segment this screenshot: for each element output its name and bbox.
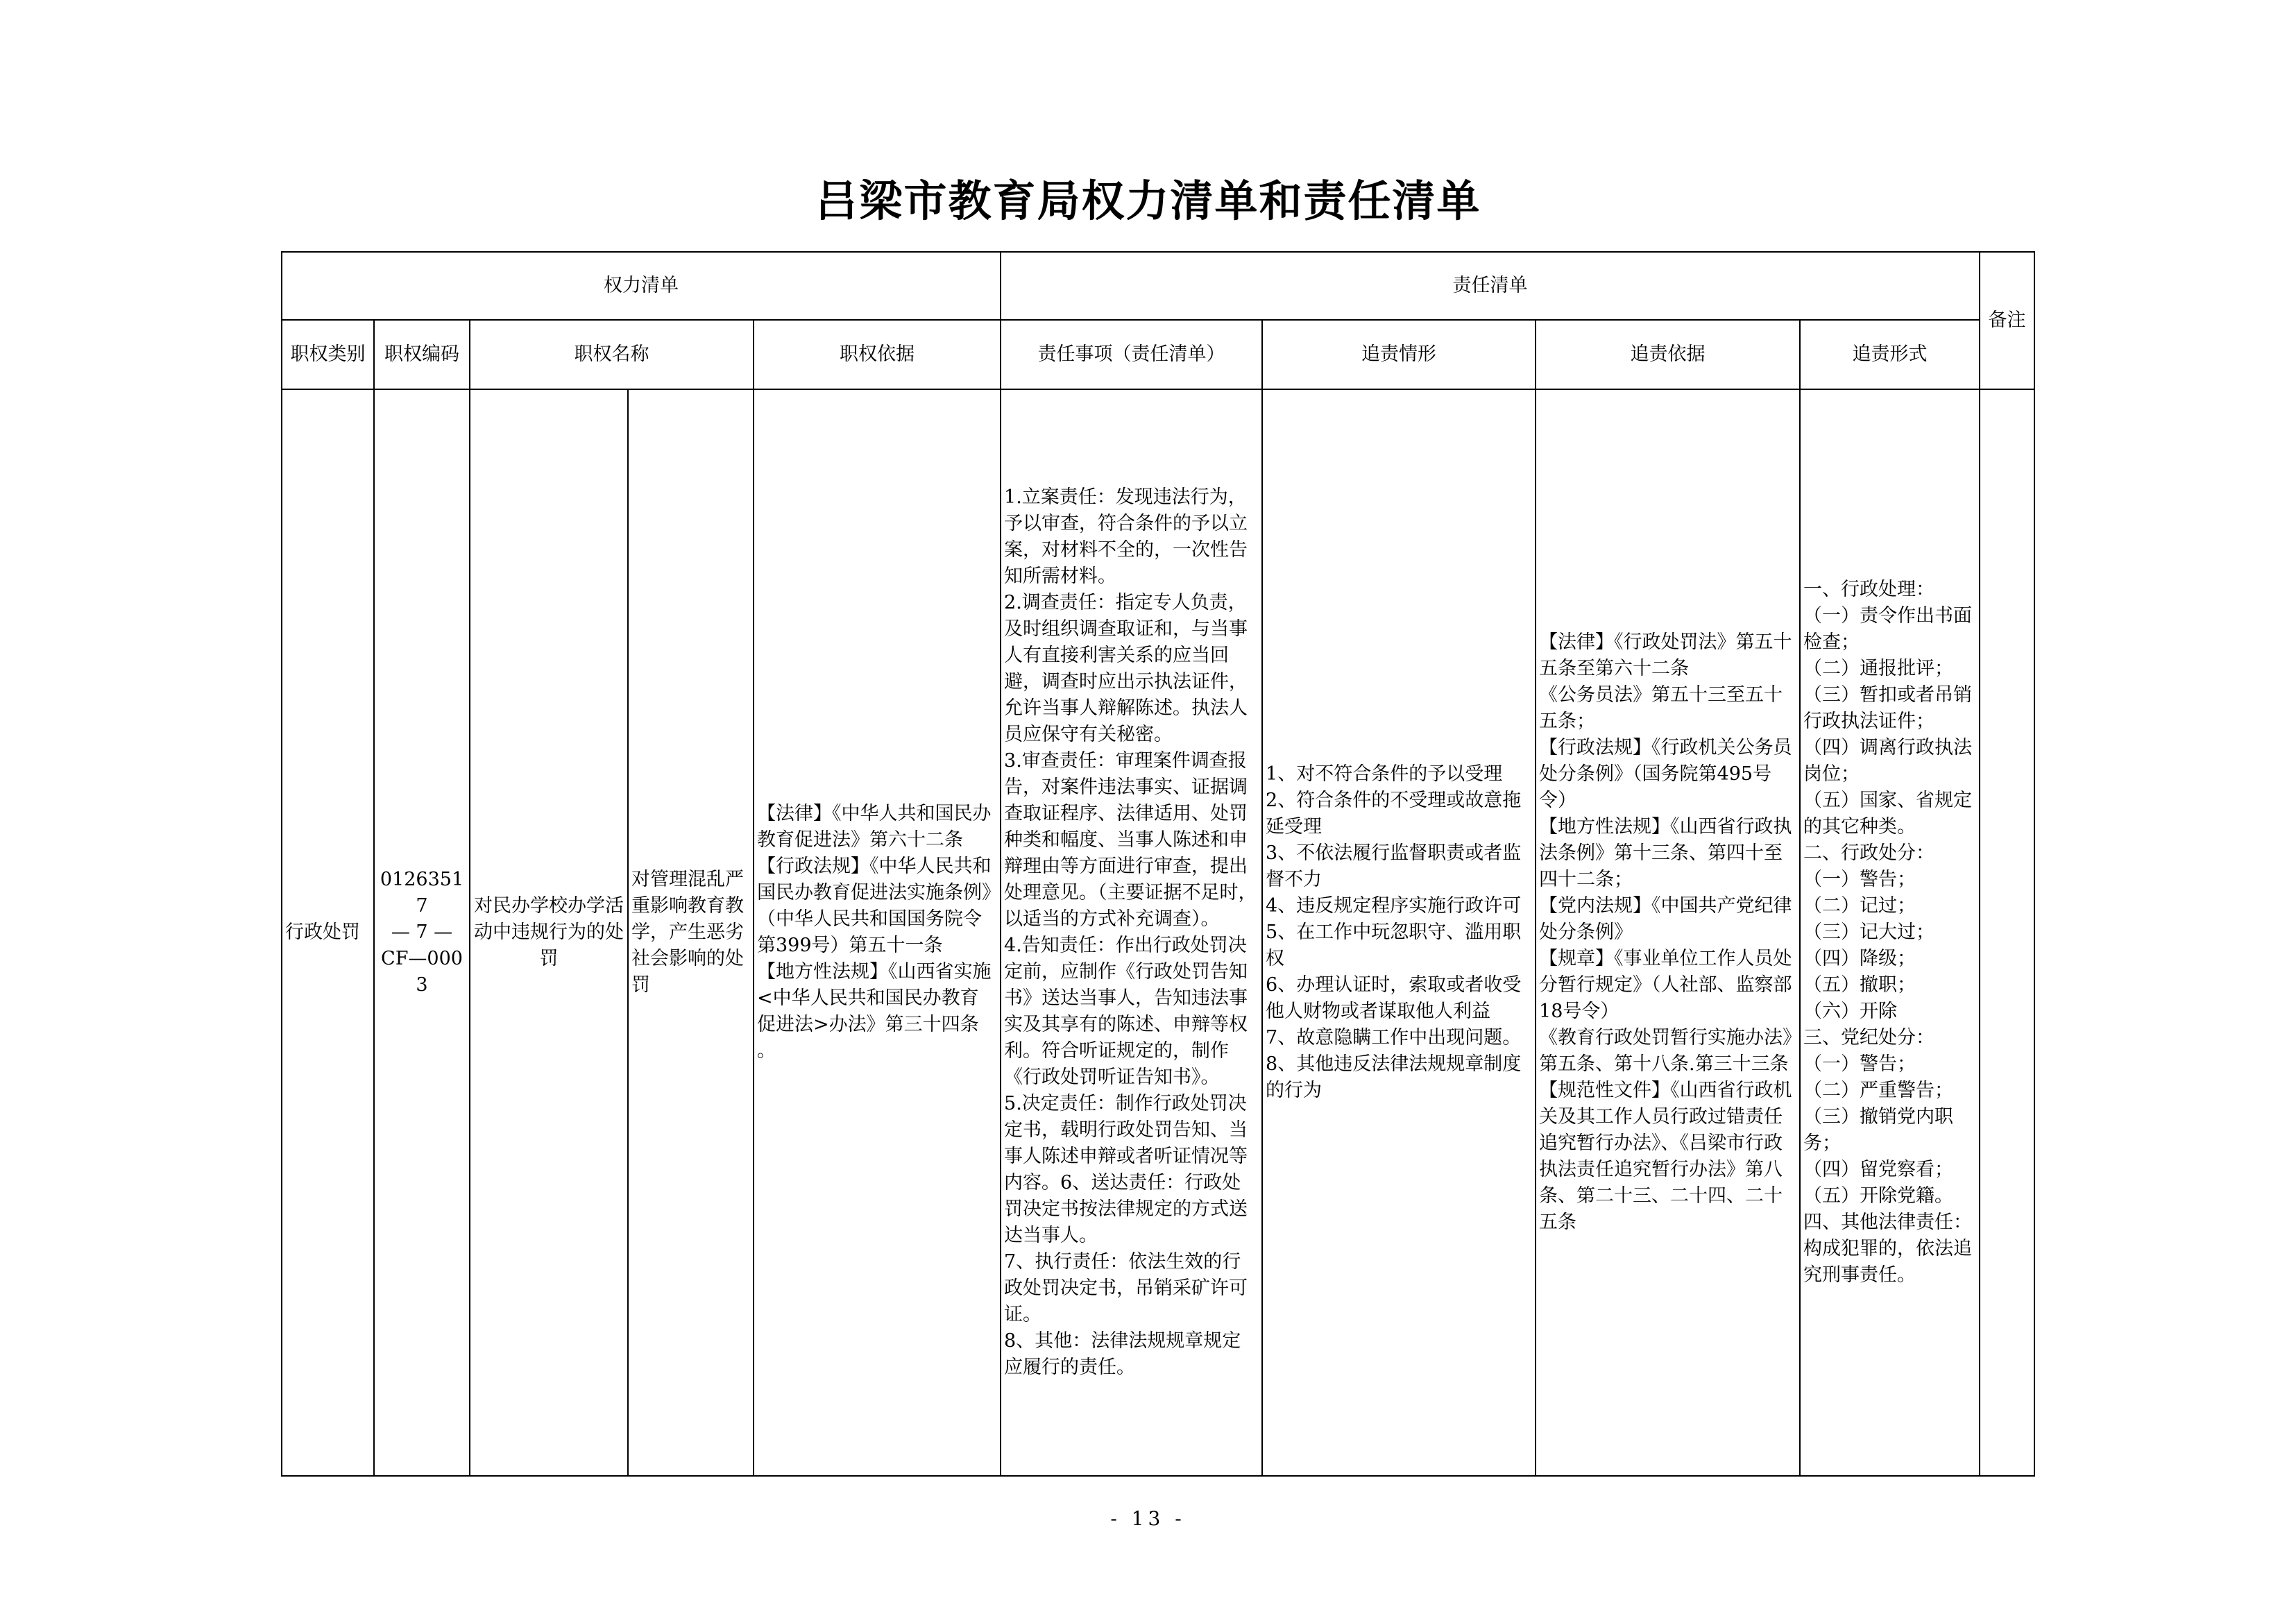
page-number: - 13 - — [1110, 1507, 1186, 1530]
category-cell: 行政处罚 — [282, 389, 374, 1476]
code-cell: 01263517 — 7 — CF—0003 — [374, 389, 470, 1476]
col-header-name: 职权名称 — [470, 320, 754, 389]
responsibility-list-header: 责任清单 — [1001, 252, 1980, 320]
accountability-cases-cell: 1、对不符合条件的予以受理 2、符合条件的不受理或故意拖延受理 3、不依法履行监督职责或者监督不力 4、违反规定程序实施行政许可 5、在工作中玩忽职守、滥用职权 6、办理认证时，索取或者收受他人财物或者谋取他人利益 7、故意隐瞒工作中出现问题。 8、其他违反法律法规规章制度的行为 — [1262, 389, 1536, 1476]
power-list-header: 权力清单 — [282, 252, 1001, 320]
col-header-responsibility: 责任事项（责任清单） — [1001, 320, 1262, 389]
power-responsibility-table — [281, 251, 2035, 1477]
responsibility-cell: 1.立案责任：发现违法行为，予以审查，符合条件的予以立案，对材料不全的，一次性告知所需材料。 2.调查责任：指定专人负责，及时组织调查取证和，与当事人有直接利害关系的应当回避，调查时应出示执法证件，允许当事人辩解陈述。执法人员应保守有关秘密。 3.审查责任：审理案件调查报告，对案件违法事实、证据调查取证程序、法律适用、处罚种类和幅度、当事人陈述和申辩理由等方面进行审查，提出处理意见。（主要证据不足时，以适当的方式补充调查）。 4.告知责任：作出行政处罚决定前，应制作《行政处罚告知书》送达当事人，告知违法事实及其享有的陈述、申辩等权利。符合听证规定的，制作《行政处罚听证告知书》。 5.决定责任：制作行政处罚决定书，载明行政处罚告知、当事人陈述申辩或者听证情况等内容。6、送达责任：行政处罚决定书按法律规定的方式送达当事人。 7、执行责任：依法生效的行政处罚决定书，吊销采矿许可证。 8、其他：法律法规规章规定应履行的责任。 — [1001, 389, 1262, 1476]
col-header-accountability-form: 追责形式 — [1800, 320, 1980, 389]
remarks-header: 备注 — [1980, 252, 2034, 389]
basis-cell: 【法律】《中华人共和国民办教育促进法》第六十二条 【行政法规】《中华人民共和国民办教育促进法实施条例》（中华人民共和国国务院令第399号）第五十一条 【地方性法规】《山西省实施<中华人民共和国民办教育促进法>办法》第三十四条 。 — [754, 389, 1001, 1476]
col-header-accountability-cases: 追责情形 — [1262, 320, 1536, 389]
table-row — [282, 389, 2034, 1476]
name-sub-cell: 对管理混乱严重影响教育教学，产生恶劣社会影响的处罚 — [628, 389, 754, 1476]
col-header-code: 职权编码 — [374, 320, 470, 389]
name-main-cell: 对民办学校办学活动中违规行为的处罚 — [470, 389, 628, 1476]
col-header-category: 职权类别 — [282, 320, 374, 389]
accountability-form-cell: 一、行政处理： （一）责令作出书面检查； （二）通报批评； （三）暂扣或者吊销行政执法证件； （四）调离行政执法岗位； （五）国家、省规定的其它种类。 二、行政处分： （一）警告； （二）记过； （三）记大过； （四）降级； （五）撤职； （六）开除 三、党纪处分： （一）警告； （二）严重警告； （三）撤销党内职务； （四）留党察看； （五）开除党籍。 四、其他法律责任：构成犯罪的，依法追究刑事责任。 — [1800, 389, 1980, 1476]
accountability-basis-cell: 【法律】《行政处罚法》第五十五条至第六十二条 《公务员法》第五十三至五十五条； 【行政法规】《行政机关公务员处分条例》（国务院第495号令） 【地方性法规】《山西省行政执法条例》第十三条、第四十至四十二条； 【党内法规】《中国共产党纪律处分条例》 【规章】《事业单位工作人员处分暂行规定》（人社部、监察部18号令） 《教育行政处罚暂行实施办法》第五条、第十八条.第三十三条 【规范性文件】《山西省行政机关及其工作人员行政过错责任追究暂行办法》、《吕梁市行政执法责任追究暂行办法》第八条、第二十三、二十四、二十五条 — [1536, 389, 1800, 1476]
col-header-basis: 职权依据 — [754, 320, 1001, 389]
remarks-cell — [1980, 389, 2034, 1476]
col-header-accountability-basis: 追责依据 — [1536, 320, 1800, 389]
document-title: 吕梁市教育局权力清单和责任清单 — [815, 176, 1481, 226]
